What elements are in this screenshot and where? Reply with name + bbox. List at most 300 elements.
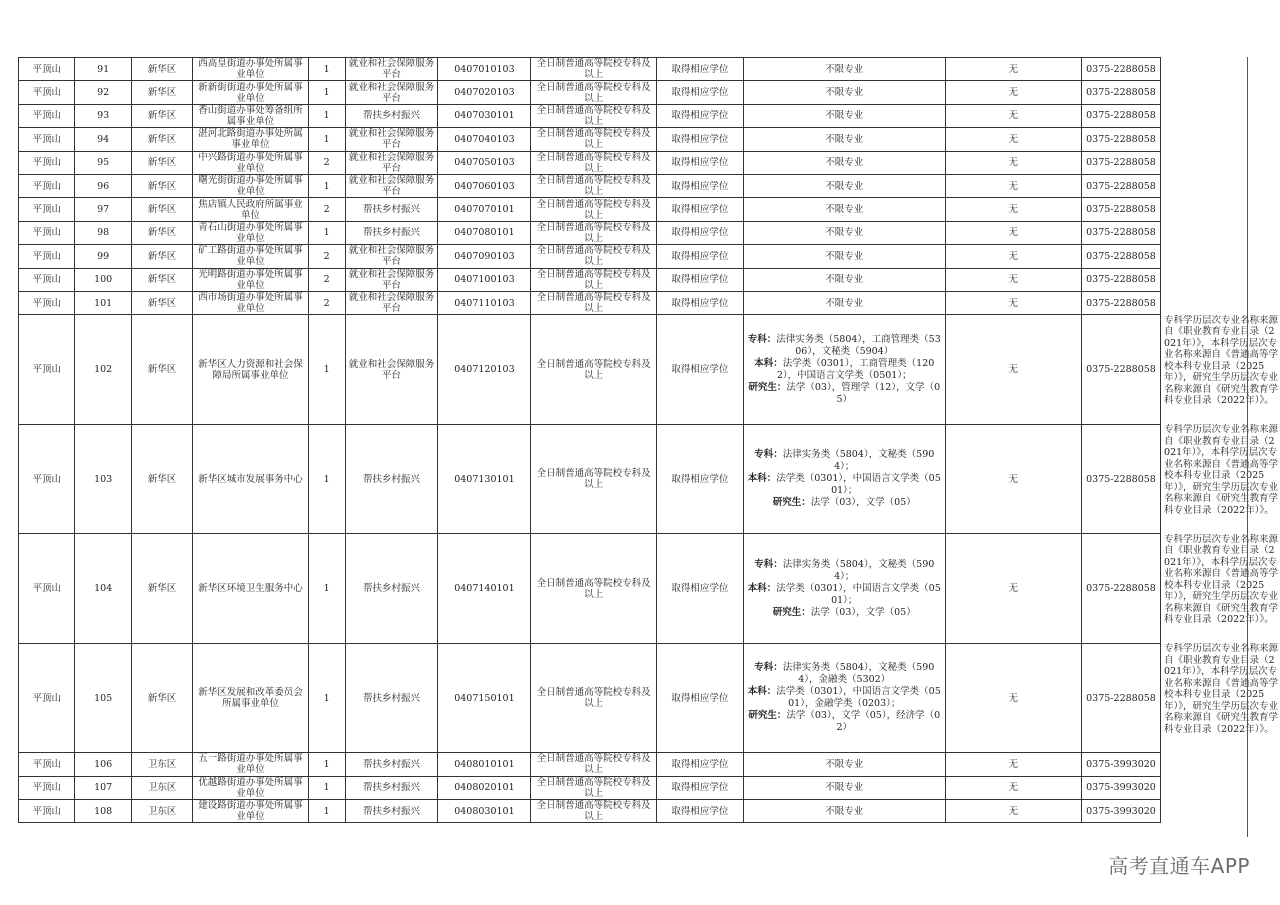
- cell-unit-text: 青石山街道办事处所属事业单位: [198, 221, 303, 244]
- cell-city-text: 平顶山: [32, 274, 61, 286]
- cell-city: [19, 81, 75, 104]
- cell-district: [131, 58, 192, 81]
- cell-degree: [656, 128, 743, 151]
- cell-count-text: 2: [323, 274, 330, 286]
- cell-major-text: 不限专业: [825, 274, 864, 286]
- cell-no: [75, 198, 131, 221]
- cell-other-text: 无: [1008, 782, 1019, 794]
- cell-job-text: 就业和社会保障服务平台: [348, 245, 435, 268]
- cell-degree-text: 取得相应学位: [671, 782, 729, 794]
- cell-other: [945, 151, 1081, 174]
- cell-job-text: 帮扶乡村振兴: [362, 805, 420, 817]
- cell-count-text: 1: [323, 133, 330, 145]
- cell-note: [1161, 800, 1280, 823]
- cell-district: [131, 291, 192, 314]
- cell-note: [1161, 104, 1280, 127]
- cell-degree-text: 取得相应学位: [671, 583, 729, 595]
- cell-code-text: 0408020101: [454, 782, 515, 794]
- cell-other-text: 无: [1008, 180, 1019, 192]
- cell-code: [438, 58, 531, 81]
- cell-degree: [656, 198, 743, 221]
- cell-city-text: 平顶山: [32, 758, 61, 770]
- cell-code: [438, 291, 531, 314]
- cell-district-text: 新华区: [147, 204, 177, 216]
- cell-phone: [1081, 424, 1160, 534]
- cell-degree-text: 取得相应学位: [671, 133, 729, 145]
- cell-unit: [193, 800, 309, 823]
- cell-other: [945, 245, 1081, 268]
- cell-code-text: 0407030101: [454, 110, 515, 122]
- cell-major: [743, 128, 945, 151]
- major-line: [746, 559, 943, 583]
- cell-count: [308, 221, 345, 244]
- cell-count-text: 1: [323, 87, 330, 99]
- major-level-text: 法律实务类（5804），文秘类（5904）；: [782, 449, 935, 473]
- cell-job: [345, 128, 438, 151]
- cell-count: [308, 198, 345, 221]
- cell-note: 专科学历层次专业名称来源自《职业教育专业目录（2021年）》，本科学历层次专业名称来源自《普通高等学校本科专业目录（2025年）》，研究生学历层次专业名称来源自《研究生教育学科专业目录（2022年）》。: [1164, 424, 1279, 516]
- cell-code: [438, 800, 531, 823]
- cell-major: [743, 268, 945, 291]
- cell-count-text: 1: [323, 227, 330, 239]
- cell-edu-text: 全日制普通高等院校专科及以上: [536, 753, 651, 776]
- cell-edu: [531, 315, 657, 425]
- cell-count-text: 2: [323, 157, 330, 169]
- cell-code-text: 0407150101: [454, 692, 515, 704]
- cell-code-text: 0408030101: [454, 805, 515, 817]
- cell-degree: [656, 800, 743, 823]
- cell-degree-text: 取得相应学位: [671, 110, 729, 122]
- cell-note: 专科学历层次专业名称来源自《职业教育专业目录（2021年）》，本科学历层次专业名称来源自《普通高等学校本科专业目录（2025年）》，研究生学历层次专业名称来源自《研究生教育学科专业目录（2022年）》。: [1164, 643, 1279, 735]
- cell-code-text: 0407090103: [454, 250, 515, 262]
- cell-district: [131, 753, 192, 776]
- cell-code: [438, 776, 531, 799]
- cell-other: [945, 268, 1081, 291]
- cell-edu-text: 全日制普通高等院校专科及以上: [536, 198, 651, 221]
- major-level-text: 法学（03），文学（05）: [810, 606, 916, 618]
- cell-degree: [656, 291, 743, 314]
- cell-phone-text: 0375-2288058: [1086, 63, 1156, 75]
- cell-major: [743, 245, 945, 268]
- cell-no-text: 108: [94, 805, 113, 817]
- major-level-text: 法学（03），文学（05），经济学（02）: [786, 710, 941, 734]
- cell-code: [438, 104, 531, 127]
- cell-degree: [656, 58, 743, 81]
- cell-count-text: 1: [323, 473, 330, 485]
- cell-edu: [531, 221, 657, 244]
- cell-no-text: 107: [94, 782, 113, 794]
- table-row: [19, 753, 1280, 776]
- table-row: [19, 81, 1280, 104]
- major-level-label: 本科：: [747, 473, 777, 485]
- cell-major: [743, 800, 945, 823]
- cell-district-text: 新华区: [147, 274, 177, 286]
- cell-city-text: 平顶山: [32, 364, 61, 376]
- cell-note: [1161, 198, 1280, 221]
- cell-unit-text: 西高皇街道办事处所属事业单位: [198, 58, 303, 81]
- cell-count-text: 2: [323, 204, 330, 216]
- cell-count: [308, 81, 345, 104]
- table-row: [19, 221, 1280, 244]
- cell-district-text: 卫东区: [147, 805, 177, 817]
- cell-count-text: 2: [323, 250, 330, 262]
- cell-district-text: 新华区: [147, 473, 177, 485]
- cell-major-text: 不限专业: [825, 63, 864, 75]
- cell-degree-text: 取得相应学位: [671, 473, 729, 485]
- cell-unit-text: 光明路街道办事处所属事业单位: [198, 268, 303, 291]
- cell-job: [345, 753, 438, 776]
- recruitment-table: [18, 57, 1280, 823]
- cell-unit-text: 中兴路街道办事处所属事业单位: [198, 151, 303, 174]
- cell-job: [345, 151, 438, 174]
- table-row: [19, 268, 1280, 291]
- cell-major: [743, 198, 945, 221]
- cell-edu: [531, 104, 657, 127]
- cell-no-text: 95: [97, 157, 110, 169]
- cell-district: [131, 534, 192, 644]
- cell-phone-text: 0375-3993020: [1086, 782, 1156, 794]
- cell-unit: [193, 268, 309, 291]
- cell-degree-text: 取得相应学位: [671, 180, 729, 192]
- cell-district: [131, 221, 192, 244]
- cell-phone-text: 0375-2288058: [1086, 133, 1156, 145]
- major-line: [746, 583, 943, 607]
- cell-edu-text: 全日制普通高等院校专科及以上: [536, 128, 651, 151]
- cell-edu-text: 全日制普通高等院校专科及以上: [536, 468, 651, 491]
- cell-job: [345, 424, 438, 534]
- cell-unit-text: 西市场街道办事处所属事业单位: [198, 292, 303, 315]
- cell-edu: [531, 58, 657, 81]
- cell-degree: [656, 776, 743, 799]
- table-row: [19, 315, 1280, 425]
- cell-degree-text: 取得相应学位: [671, 692, 729, 704]
- cell-city: [19, 221, 75, 244]
- cell-no: [75, 104, 131, 127]
- cell-job-text: 就业和社会保障服务平台: [348, 128, 435, 151]
- cell-code-text: 0407040103: [454, 133, 515, 145]
- cell-no-text: 105: [94, 692, 113, 704]
- cell-city: [19, 424, 75, 534]
- cell-job: [345, 315, 438, 425]
- cell-unit: [193, 128, 309, 151]
- major-level-label: 本科：: [747, 582, 777, 594]
- cell-major-text: 不限专业: [825, 133, 864, 145]
- cell-other: [945, 800, 1081, 823]
- cell-major-text: 不限专业: [825, 782, 864, 794]
- cell-other-text: 无: [1008, 133, 1019, 145]
- cell-phone: [1081, 315, 1160, 425]
- cell-other: [945, 174, 1081, 197]
- cell-code: [438, 315, 531, 425]
- cell-unit: [193, 424, 309, 534]
- cell-count: [308, 104, 345, 127]
- major-level-text: 法律实务类（5804），文秘类（5904），金融类（5302）: [782, 662, 935, 686]
- cell-city-text: 平顶山: [32, 110, 61, 122]
- cell-note: [1161, 291, 1280, 314]
- cell-district: [131, 800, 192, 823]
- cell-no: [75, 268, 131, 291]
- major-line: [746, 607, 943, 619]
- cell-district: [131, 245, 192, 268]
- major-line: [746, 662, 943, 686]
- cell-edu-text: 全日制普通高等院校专科及以上: [536, 776, 651, 799]
- cell-edu: [531, 424, 657, 534]
- major-level-text: 法学类（0301），中国语言文学类（0501）；: [776, 582, 941, 606]
- cell-other-text: 无: [1008, 204, 1019, 216]
- cell-code-text: 0407080101: [454, 227, 515, 239]
- cell-degree: [656, 753, 743, 776]
- cell-other-text: 无: [1008, 110, 1019, 122]
- major-level-text: 法学（03），管理学（12），文学（05）: [786, 381, 941, 405]
- cell-unit-text: 新华区人力资源和社会保障局所属事业单位: [198, 358, 303, 381]
- cell-district-text: 新华区: [147, 180, 177, 192]
- cell-city-text: 平顶山: [32, 227, 61, 239]
- cell-edu-text: 全日制普通高等院校专科及以上: [536, 104, 651, 127]
- cell-other: [945, 643, 1081, 753]
- cell-job-text: 就业和社会保障服务平台: [348, 292, 435, 315]
- cell-city: [19, 315, 75, 425]
- major-level-label: 专科：: [754, 558, 783, 570]
- cell-edu: [531, 534, 657, 644]
- cell-phone-text: 0375-3993020: [1086, 758, 1156, 770]
- cell-edu-text: 全日制普通高等院校专科及以上: [536, 245, 651, 268]
- cell-district-text: 新华区: [147, 110, 177, 122]
- cell-major-text: 不限专业: [825, 805, 864, 817]
- cell-no-text: 101: [94, 297, 113, 309]
- cell-count: [308, 800, 345, 823]
- major-level-label: 本科：: [747, 686, 777, 698]
- cell-count: [308, 315, 345, 425]
- cell-city-text: 平顶山: [32, 180, 61, 192]
- cell-job: [345, 81, 438, 104]
- cell-no-text: 103: [94, 473, 113, 485]
- cell-phone: [1081, 776, 1160, 799]
- cell-major: [743, 534, 945, 644]
- cell-count-text: 1: [323, 110, 330, 122]
- cell-city: [19, 643, 75, 753]
- cell-job: [345, 643, 438, 753]
- cell-job-text: 帮扶乡村振兴: [362, 758, 420, 770]
- cell-degree: [656, 174, 743, 197]
- major-level-label: 研究生：: [748, 381, 787, 393]
- cell-code: [438, 534, 531, 644]
- cell-note: [1161, 174, 1280, 197]
- cell-edu: [531, 151, 657, 174]
- table-row: [19, 151, 1280, 174]
- page-edge-line: [1247, 57, 1248, 837]
- cell-district-text: 新华区: [147, 227, 177, 239]
- cell-phone-text: 0375-2288058: [1086, 473, 1156, 485]
- cell-unit-text: 湛河北路街道办事处所属事业单位: [198, 128, 303, 151]
- cell-count: [308, 128, 345, 151]
- cell-code-text: 0407130101: [454, 473, 515, 485]
- cell-code-text: 0407110103: [454, 297, 515, 309]
- cell-note: [1161, 221, 1280, 244]
- cell-degree-text: 取得相应学位: [671, 758, 729, 770]
- cell-job-text: 就业和社会保障服务平台: [348, 81, 435, 104]
- cell-unit-text: 新华区发展和改革委员会所属事业单位: [198, 687, 303, 710]
- cell-degree-text: 取得相应学位: [671, 204, 729, 216]
- cell-city: [19, 104, 75, 127]
- cell-major: [743, 424, 945, 534]
- cell-city-text: 平顶山: [32, 87, 61, 99]
- cell-count: [308, 291, 345, 314]
- cell-district: [131, 643, 192, 753]
- major-level-label: 研究生：: [748, 710, 787, 722]
- major-level-label: 研究生：: [772, 497, 811, 509]
- cell-edu-text: 全日制普通高等院校专科及以上: [536, 292, 651, 315]
- cell-phone-text: 0375-2288058: [1086, 274, 1156, 286]
- cell-phone-text: 0375-2288058: [1086, 180, 1156, 192]
- table-row: [19, 424, 1280, 534]
- cell-major: [743, 643, 945, 753]
- cell-code: [438, 245, 531, 268]
- cell-city-text: 平顶山: [32, 157, 61, 169]
- cell-district: [131, 315, 192, 425]
- major-level-text: 法学（03），文学（05）: [810, 497, 916, 509]
- cell-city-text: 平顶山: [32, 805, 61, 817]
- cell-job: [345, 534, 438, 644]
- cell-city-text: 平顶山: [32, 250, 61, 262]
- cell-no-text: 106: [94, 758, 113, 770]
- cell-unit: [193, 534, 309, 644]
- cell-other: [945, 81, 1081, 104]
- cell-degree: [656, 151, 743, 174]
- cell-note: [1161, 753, 1280, 776]
- cell-major-text: 不限专业: [825, 227, 864, 239]
- cell-job-text: 就业和社会保障服务平台: [348, 58, 435, 81]
- cell-major: [743, 58, 945, 81]
- cell-degree: [656, 643, 743, 753]
- cell-major-text: 不限专业: [825, 250, 864, 262]
- cell-count: [308, 753, 345, 776]
- cell-edu-text: 全日制普通高等院校专科及以上: [536, 221, 651, 244]
- cell-other: [945, 534, 1081, 644]
- cell-job-text: 帮扶乡村振兴: [362, 204, 420, 216]
- cell-unit: [193, 643, 309, 753]
- cell-count: [308, 534, 345, 644]
- cell-phone: [1081, 534, 1160, 644]
- cell-phone: [1081, 104, 1160, 127]
- cell-job: [345, 198, 438, 221]
- cell-other-text: 无: [1008, 805, 1019, 817]
- cell-edu: [531, 174, 657, 197]
- cell-city-text: 平顶山: [32, 583, 61, 595]
- cell-unit-text: 矿工路街道办事处所属事业单位: [198, 245, 303, 268]
- cell-other: [945, 128, 1081, 151]
- cell-unit-text: 优越路街道办事处所属事业单位: [198, 776, 303, 799]
- cell-district-text: 新华区: [147, 297, 177, 309]
- cell-no: [75, 81, 131, 104]
- cell-job-text: 就业和社会保障服务平台: [348, 175, 435, 198]
- cell-no-text: 93: [97, 110, 110, 122]
- cell-district: [131, 174, 192, 197]
- cell-phone-text: 0375-2288058: [1086, 583, 1156, 595]
- cell-job: [345, 245, 438, 268]
- cell-edu-text: 全日制普通高等院校专科及以上: [536, 358, 651, 381]
- cell-job-text: 帮扶乡村振兴: [362, 110, 420, 122]
- cell-code-text: 0408010101: [454, 758, 515, 770]
- cell-phone: [1081, 800, 1160, 823]
- cell-count: [308, 174, 345, 197]
- cell-district-text: 新华区: [147, 364, 177, 376]
- cell-count: [308, 245, 345, 268]
- cell-other: [945, 753, 1081, 776]
- cell-phone-text: 0375-2288058: [1086, 110, 1156, 122]
- cell-code-text: 0407020103: [454, 87, 515, 99]
- cell-job: [345, 221, 438, 244]
- cell-no: [75, 534, 131, 644]
- cell-district: [131, 268, 192, 291]
- cell-no-text: 104: [94, 583, 113, 595]
- cell-edu-text: 全日制普通高等院校专科及以上: [536, 175, 651, 198]
- cell-phone-text: 0375-2288058: [1086, 157, 1156, 169]
- table-body: [19, 58, 1280, 823]
- cell-note: 专科学历层次专业名称来源自《职业教育专业目录（2021年）》，本科学历层次专业名称来源自《普通高等学校本科专业目录（2025年）》，研究生学历层次专业名称来源自《研究生教育学科专业目录（2022年）》。: [1164, 314, 1279, 407]
- cell-code-text: 0407060103: [454, 180, 515, 192]
- major-level-label: 本科：: [754, 357, 783, 369]
- cell-major-text: 不限专业: [825, 204, 864, 216]
- cell-no-text: 97: [97, 204, 110, 216]
- cell-code: [438, 221, 531, 244]
- cell-job-text: 就业和社会保障服务平台: [348, 358, 435, 381]
- cell-unit-text: 建设路街道办事处所属事业单位: [198, 800, 303, 823]
- major-level-label: 专科：: [754, 662, 783, 674]
- cell-unit: [193, 315, 309, 425]
- cell-major: [743, 776, 945, 799]
- cell-edu-text: 全日制普通高等院校专科及以上: [536, 151, 651, 174]
- cell-phone: [1081, 81, 1160, 104]
- cell-district: [131, 776, 192, 799]
- major-line: [746, 382, 943, 406]
- cell-district: [131, 104, 192, 127]
- cell-city: [19, 268, 75, 291]
- cell-degree: [656, 315, 743, 425]
- cell-district-text: 新华区: [147, 87, 177, 99]
- table-row: [19, 58, 1280, 81]
- cell-other: [945, 776, 1081, 799]
- major-line: [746, 686, 943, 710]
- major-level-text: 法学类（0301），工商管理类（1202），中国语言文学类（0501）；: [776, 357, 935, 381]
- cell-count: [308, 151, 345, 174]
- cell-note: 专科学历层次专业名称来源自《职业教育专业目录（2021年）》，本科学历层次专业名称来源自《普通高等学校本科专业目录（2025年）》，研究生学历层次专业名称来源自《研究生教育学科专业目录（2022年）》。: [1164, 533, 1279, 626]
- cell-district-text: 卫东区: [147, 758, 177, 770]
- cell-district-text: 新华区: [147, 157, 177, 169]
- major-level-text: 法学类（0301），中国语言文学类（0501）；: [776, 473, 941, 497]
- cell-count: [308, 268, 345, 291]
- cell-major: [743, 753, 945, 776]
- cell-phone: [1081, 198, 1160, 221]
- major-level-label: 专科：: [747, 333, 777, 345]
- cell-city: [19, 776, 75, 799]
- cell-note: [1161, 245, 1280, 268]
- cell-other-text: 无: [1008, 227, 1019, 239]
- cell-unit: [193, 221, 309, 244]
- cell-district: [131, 424, 192, 534]
- cell-major: [743, 291, 945, 314]
- cell-edu-text: 全日制普通高等院校专科及以上: [536, 800, 651, 823]
- cell-phone-text: 0375-2288058: [1086, 692, 1156, 704]
- cell-count: [308, 776, 345, 799]
- cell-code: [438, 198, 531, 221]
- cell-edu: [531, 800, 657, 823]
- cell-district: [131, 198, 192, 221]
- cell-city: [19, 58, 75, 81]
- cell-edu: [531, 268, 657, 291]
- table-row: [19, 198, 1280, 221]
- cell-district-text: 新华区: [147, 250, 177, 262]
- cell-no: [75, 174, 131, 197]
